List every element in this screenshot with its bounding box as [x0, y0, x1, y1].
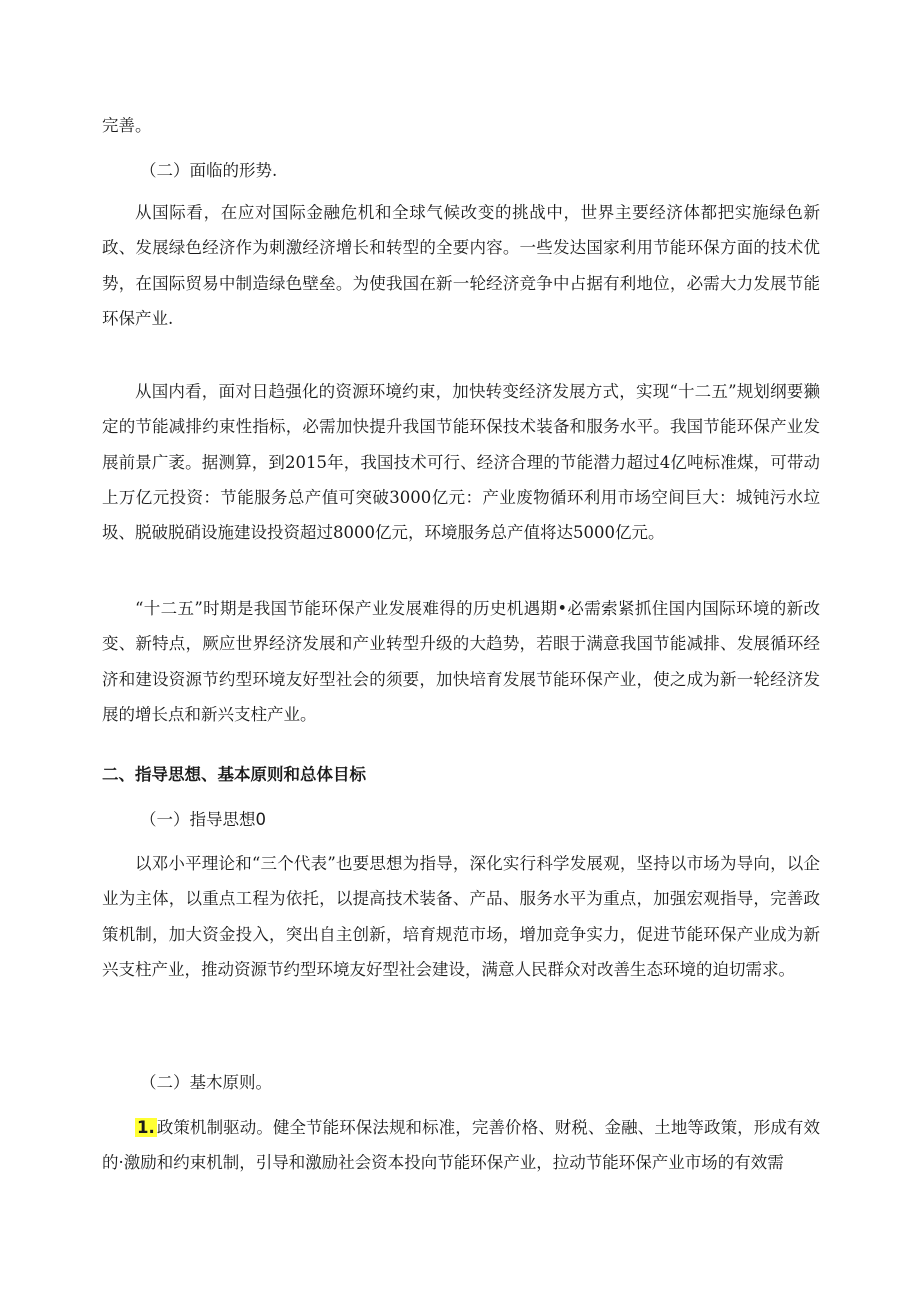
subheading-situation: （二）面临的形势. [140, 161, 278, 180]
highlighted-list-number: 1. [137, 1118, 155, 1137]
subheading-basic-principles: （二）基木原则。 [140, 1073, 272, 1092]
paragraph-policy-mechanism [102, 1110, 820, 1181]
paragraph-guiding-ideology: 以邓小平理论和“三个代表”也要思想为指导，深化实行科学发展观，坚持以市场为导向，以企业为主体，以重点工程为依托，以提高技术装备、产品、服务水平为重点，加强宏观指导，完善政策机制，加大资金投入，突出自主创新，培育规范市场，增加竞争实力，促进节能环保产业成为新兴支柱产业，推动资源节约型环境友好型社会建设，满意人民群众对改善生态环境的迫切需求。 [102, 854, 820, 979]
paragraph-opportunity: “十二五”时期是我国节能环保产业发展难得的历史机遇期•必需索紧抓住国内国际环境的新改变、新特点，厥应世界经济发展和产业转型升级的大趋势，若眼于满意我国节能减排、发展循环经济和建设资源节约型环境友好型社会的须要，加快培育发展节能环保产业，使之成为新一轮经济发展的增长点和新兴支柱产业。 [102, 599, 820, 724]
paragraph-international: 从国际看，在应对国际金融危机和全球气候改变的挑战中，世界主要经济体都把实施绿色新政、发展绿色经济作为刺激经济增长和转型的全要内容。一些发达国家利用节能环保方面的技术优势，在国际贸易中制造绿色壁垒。为使我国在新一轮经济竞争中占据有利地位，必需大力发展节能环保产业. [102, 203, 820, 328]
paragraph-continuation: 完善。 [102, 116, 152, 135]
paragraph-policy-text: 政策机制驱动。健全节能环保法规和标准，完善价格、财税、金融、土地等政策，形成有效的·激励和约束机制，引导和激励社会资本投向节能环保产业，拉动节能环保产业市场的有效需 [102, 1118, 820, 1173]
section-heading: 二、指导思想、基本原则和总体目标 [102, 765, 366, 784]
subheading-guiding-ideology: （一）指导思想0 [140, 810, 266, 829]
paragraph-domestic: 从国内看，面对日趋强化的资源环境约束，加快转变经济发展方式，实现“十二五”规划纲要獭定的节能减排约束性指标，必需加快提升我国节能环保技术装备和服务水平。我国节能环保产业发展前景广袤。据测算，到2015年，我国技术可行、经济合理的节能潜力超过4亿吨标准煤，可带动上万亿元投资：节能服务总产值可突破3000亿元：产业废物循环利用市场空间巨大：城钝污水垃圾、脱破脱硝设施建设投资超过8000亿元，环境服务总产值将达5000亿元。 [102, 382, 820, 543]
